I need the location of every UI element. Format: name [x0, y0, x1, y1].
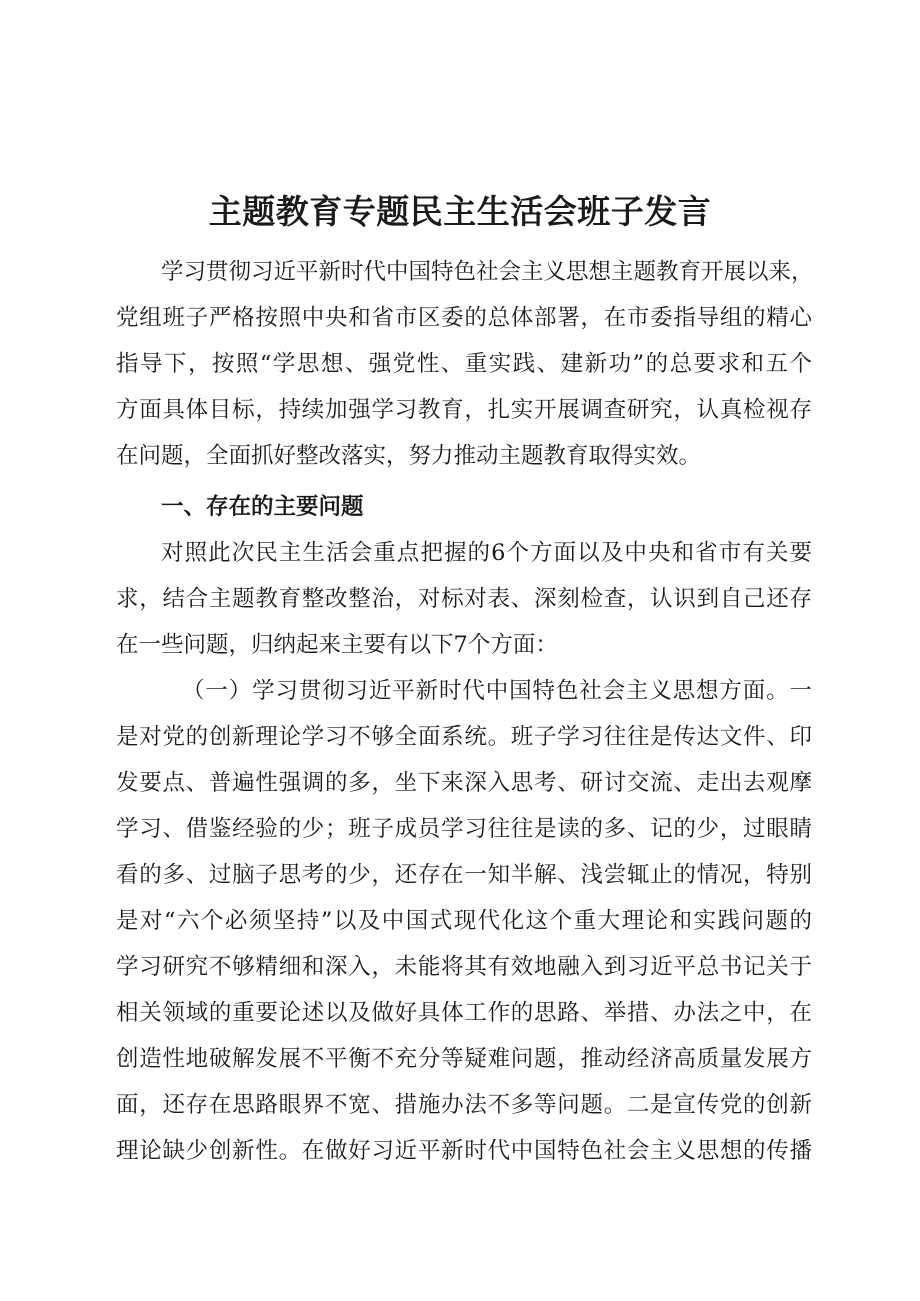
paragraph-line: 在一些问题，归纳起来主要有以下7个方面：	[116, 632, 558, 658]
document-title: 主题教育专题民主生活会班子发言	[208, 192, 712, 231]
paragraph-line: 学习贯彻习近平新时代中国特色社会主义思想主题教育开展以来，	[161, 259, 814, 285]
paragraph-line: 求，结合主题教育整改整治，对标对表、深刻检查，认识到自己还存	[116, 586, 812, 612]
paragraph-line: 学习研究不够精细和深入，未能将其有效地融入到习近平总书记关于	[116, 954, 812, 980]
paragraph-line: 学习、借鉴经验的少；班子成员学习往往是读的多、记的少，过眼睛	[116, 816, 812, 842]
section-heading: 一、存在的主要问题	[161, 494, 364, 520]
paragraph-line: 在问题，全面抓好整改落实，努力推动主题教育取得实效。	[116, 443, 702, 469]
paragraph-line: 创造性地破解发展不平衡不充分等疑难问题，推动经济高质量发展方	[116, 1046, 812, 1072]
paragraph-line: 理论缺少创新性。在做好习近平新时代中国特色社会主义思想的传播	[116, 1138, 812, 1164]
paragraph-line: 面，还存在思路眼界不宽、措施办法不多等问题。二是宣传党的创新	[116, 1092, 812, 1118]
section-intro-paragraph	[116, 530, 812, 668]
intro-paragraph	[116, 249, 812, 479]
paragraph-line: 党组班子严格按照中央和省市区委的总体部署，在市委指导组的精心	[116, 305, 812, 331]
paragraph-line: 发要点、普遍性强调的多，坐下来深入思考、研讨交流、走出去观摩	[116, 770, 812, 796]
paragraph-line: 是对党的创新理论学习不够全面系统。班子学习往往是传达文件、印	[116, 724, 812, 750]
subsection-paragraph	[116, 668, 812, 1174]
paragraph-line: 是对“六个必须坚持”以及中国式现代化这个重大理论和实践问题的	[116, 908, 812, 934]
paragraph-line: 方面具体目标，持续加强学习教育，扎实开展调查研究，认真检视存	[116, 397, 812, 423]
paragraph-line: 相关领域的重要论述以及做好具体工作的思路、举措、办法之中，在	[116, 1000, 812, 1026]
paragraph-line: 指导下，按照“学思想、强党性、重实践、建新功”的总要求和五个	[116, 351, 812, 377]
paragraph-line: 看的多、过脑子思考的少，还存在一知半解、浅尝辄止的情况，特别	[116, 862, 812, 888]
paragraph-line: 对照此次民主生活会重点把握的6个方面以及中央和省市有关要	[161, 540, 812, 566]
paragraph-line: （一）学习贯彻习近平新时代中国特色社会主义思想方面。一	[182, 678, 812, 704]
